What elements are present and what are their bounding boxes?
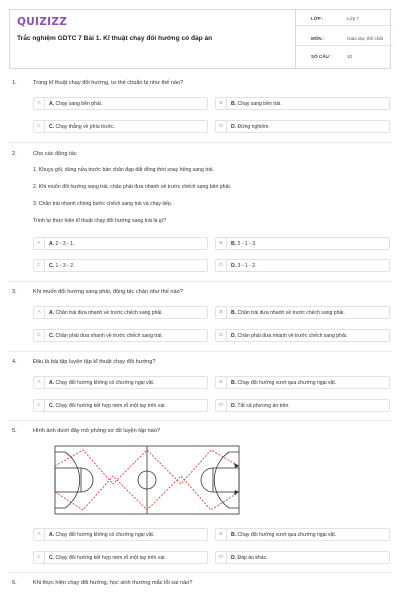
meta-value: Giáo dục thể chất [347,36,384,41]
divider [9,572,391,573]
option-b[interactable] [215,528,390,541]
option-letter: C [34,260,45,271]
option-text: 2 - 3 - 1. [55,241,75,247]
meta-row-count [296,50,393,64]
option-d[interactable] [215,259,390,272]
divider [9,420,391,421]
option-label: B. [231,532,237,538]
option-text: Chạy thẳng về phía trước. [55,124,115,130]
option-b[interactable] [215,97,390,110]
option-label: D. [231,555,237,561]
option-text: Chân trái đưa nhanh về trước chếch sang phải. [55,310,163,316]
option-text: Chạy đổi hướng kết hợp ném rổ một tay trên vai. [55,555,166,561]
divider [9,351,391,352]
meta-row-class [296,12,393,26]
option-c[interactable] [33,120,208,133]
question-text: Cho các động tác [33,151,77,157]
meta-row-subject [296,32,393,46]
option-letter: D [216,400,227,411]
option-letter: C [34,400,45,411]
option-letter: A [34,238,45,249]
option-a[interactable] [33,376,208,389]
worksheet-header [9,9,391,69]
statement: 1. Khuỵu gối, dùng nửa trước bàn chân đạp đất đồng thời xoay hông sang trái. [33,167,215,173]
question-number: 2. [12,151,17,157]
option-a[interactable] [33,237,208,250]
option-label: A. [49,532,55,538]
option-letter: A [34,98,45,109]
court-lines [55,446,239,514]
option-a[interactable] [33,306,208,319]
option-letter: D [216,552,227,563]
option-label: D. [231,403,237,409]
option-c[interactable] [33,329,208,342]
statement: Trình tự thực hiện kĩ thuật chạy đổi hướng sang trái là gì? [33,218,167,224]
option-text: Chạy sang bên phải. [55,101,103,107]
option-label: B. [231,241,237,247]
option-label: C. [49,333,55,339]
option-d[interactable] [215,329,390,342]
meta-table [295,10,392,68]
option-label: B. [231,380,237,386]
option-d[interactable] [215,399,390,412]
meta-value: Lớp 7 [347,16,359,21]
divider [9,142,391,143]
option-c[interactable] [33,259,208,272]
option-text: Chạy đổi hướng kết hợp ném rổ một tay trên vai. [55,403,166,409]
option-text: Chạy sang bên trái. [237,101,282,107]
option-d[interactable] [215,120,390,133]
option-label: D. [231,124,237,130]
option-b[interactable] [215,306,390,319]
question-number: 3. [12,289,17,295]
option-a[interactable] [33,528,208,541]
option-text: Đáp án khác. [237,555,268,561]
divider [9,281,391,282]
option-label: A. [49,310,55,316]
option-text: 3 - 1 - 2. [237,263,257,269]
question-text: Hình ảnh dưới đây mô phỏng sơ đồ luyện tập nào? [33,428,161,434]
option-label: A. [49,241,55,247]
option-label: D. [231,333,237,339]
option-label: C. [49,124,55,130]
option-letter: B [216,377,227,388]
option-letter: C [34,330,45,341]
option-text: Chân phải đưa nhanh về trước chếch sang phải. [237,333,348,339]
option-label: C. [49,263,55,269]
option-letter: B [216,238,227,249]
option-letter: B [216,307,227,318]
meta-key: LỚP : [311,16,324,21]
option-text: Chạy đổi hướng không có chướng ngại vật. [55,380,155,386]
option-b[interactable] [215,376,390,389]
option-letter: B [216,529,227,540]
question-text: Khi thực hiện chạy đổi hướng, học sinh thường mắc lỗi sai nào? [33,580,193,586]
option-letter: C [34,121,45,132]
option-d[interactable] [215,551,390,564]
question-number: 1. [12,80,17,86]
statement: 2. Khi muốn đổi hướng sang trái, chân phải đưa nhanh về trước chếch sang bên phải. [33,184,232,190]
question-text: Trong kĩ thuật chạy đổi hướng, tư thế chuẩn bị như thế nào? [33,80,184,86]
option-c[interactable] [33,551,208,564]
option-letter: D [216,330,227,341]
option-text: 1 - 3 - 2. [55,263,75,269]
question-text: Đâu là bài tập luyện tập kĩ thuật chạy đổi hướng? [33,359,156,365]
option-label: C. [49,555,55,561]
question-text: Khi muốn đổi hướng sang phải, động tác chân như thế nào? [33,289,183,295]
option-text: Chân phải đưa nhanh về trước chếch sang trái. [55,333,163,339]
option-c[interactable] [33,399,208,412]
meta-key: MÔN : [311,36,325,41]
option-text: 2 - 1 - 3. [237,241,257,247]
question-number: 5. [12,428,17,434]
option-text: Chân trái đưa nhanh về trước chếch sang phải. [237,310,345,316]
question-number: 4. [12,359,17,365]
meta-key: SỐ CÂU : [311,54,332,59]
statement: 3. Chân trái nhanh chóng bước chếch sang trái và chạy tiếp. [33,201,173,207]
option-letter: C [34,552,45,563]
option-label: A. [49,380,55,386]
option-text: Chạy đổi hướng vượt qua chướng ngại vật. [237,380,337,386]
option-text: Tất cả phương án trên. [237,403,290,409]
option-label: C. [49,403,55,409]
option-letter: D [216,260,227,271]
option-letter: A [34,307,45,318]
option-text: Chạy đổi hướng vượt qua chướng ngại vật. [237,532,337,538]
option-label: A. [49,101,55,107]
option-a[interactable] [33,97,208,110]
quizizz-logo[interactable]: QUIZIZZ [17,16,68,28]
court-diagram [53,444,243,516]
option-letter: A [34,529,45,540]
page-title: Trắc nghiệm GDTC 7 Bài 1. Kĩ thuật chạy đổi hướng có đáp án [17,35,213,42]
meta-value: 10 [347,54,353,59]
option-letter: D [216,121,227,132]
option-b[interactable] [215,237,390,250]
option-label: B. [231,310,237,316]
option-text: Đứng nghiêm. [237,124,270,130]
option-letter: A [34,377,45,388]
question-number: 6. [12,580,17,586]
option-label: D. [231,263,237,269]
option-letter: B [216,98,227,109]
option-text: Chạy đổi hướng không có chướng ngại vật. [55,532,155,538]
option-label: B. [231,101,237,107]
